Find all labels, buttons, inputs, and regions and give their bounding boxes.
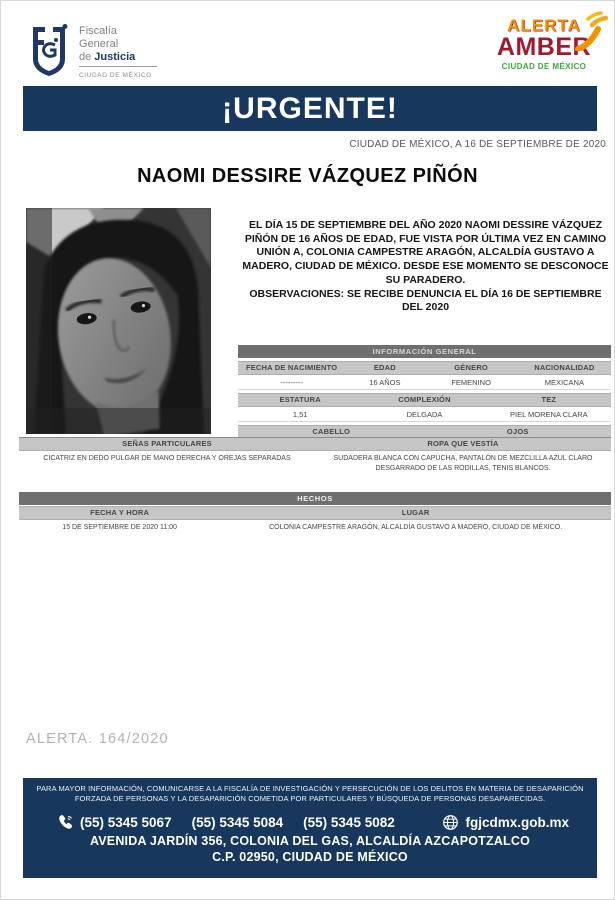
facts-header-row <box>19 506 611 520</box>
header-ropa-que-vestia: ROPA QUE VESTÍA <box>427 439 499 448</box>
header-genero: GÉNERO <box>454 363 488 372</box>
phone-number: (55) 5345 5082 <box>303 815 395 830</box>
fgj-line1: Fiscalía <box>79 25 117 37</box>
facts-section <box>19 492 611 535</box>
phone-group <box>57 814 409 831</box>
header-lugar: LUGAR <box>401 508 430 517</box>
fgj-line2: General <box>79 38 119 50</box>
value-estatura: 1,51 <box>292 410 308 419</box>
header-complexion: COMPLEXIÓN <box>398 395 451 404</box>
portrait-illustration <box>26 208 211 434</box>
value-complexion: DELGADA <box>406 410 443 419</box>
distinguishing-marks-section <box>19 437 611 475</box>
header-fecha-y-hora: FECHA Y HORA <box>90 508 150 517</box>
amber-logo-line1: ALERTA <box>507 16 581 35</box>
header-estatura: ESTATURA <box>279 395 321 404</box>
header-senas-particulares: SEÑAS PARTICULARES <box>122 439 212 448</box>
facts-title: HECHOS <box>19 492 611 505</box>
header-edad: EDAD <box>373 363 396 372</box>
missing-person-photo <box>26 208 211 434</box>
table-header-row <box>238 393 611 407</box>
fgj-logo-text <box>79 23 157 82</box>
phone-icon <box>57 814 74 831</box>
senas-value-row <box>19 451 611 475</box>
table-header-row <box>238 361 611 375</box>
fgj-line3: de Justicia <box>79 51 136 63</box>
website-group <box>442 814 569 831</box>
footer <box>23 778 597 878</box>
value-genero: FEMENINO <box>451 378 491 387</box>
amber-swoosh-icon <box>574 11 608 51</box>
phone-number: (55) 5345 5084 <box>191 815 284 830</box>
website-url: fgjcdmx.gob.mx <box>465 815 569 830</box>
fgj-subtitle: CIUDAD DE MÉXICO <box>79 72 152 79</box>
amber-logo-line3: CIUDAD DE MÉXICO <box>501 62 587 71</box>
fgj-logo <box>27 23 157 82</box>
table-value-row <box>238 407 611 422</box>
header-ojos: OJOS <box>506 427 529 436</box>
header-tez: TEZ <box>541 395 557 404</box>
value-lugar: COLONIA CAMPESTRE ARAGÓN, ALCALDÍA GUSTAVO A MADERO, CIUDAD DE MÉXICO. <box>269 524 563 531</box>
observations-text: OBSERVACIONES: SE RECIBE DENUNCIA EL DÍA 16 DE SEPTIEMBRE DEL 2020 <box>249 287 602 314</box>
facts-value-row <box>19 520 611 535</box>
senas-header-row <box>19 437 611 451</box>
address-line1: AVENIDA JARDÍN 356, COLONIA DEL GAS, ALCALDÍA AZCAPOTZALCO <box>89 834 531 848</box>
address-line2: C.P. 02950, CIUDAD DE MÉXICO <box>212 850 408 864</box>
description-text: EL DÍA 15 DE SEPTIEMBRE DEL AÑO 2020 NAOMI DESSIRE VÁZQUEZ PIÑÓN DE 16 AÑOS DE EDAD, FUE VISTA POR ÚLTIMA VEZ EN CAMINO UNIÓN A, COLONIA CAMPESTRE ARAGÓN, ALCALDÍA GUSTAVO A MADERO, CIUDAD DE MÉXICO. DESDE ESE MOMENTO SE DESCONOCE SU PARADERO. <box>242 219 609 286</box>
urgent-banner: ¡URGENTE! <box>23 86 597 131</box>
description-block <box>240 219 611 315</box>
footer-info-text: PARA MAYOR INFORMACIÓN, COMUNICARSE A LA FISCALÍA DE INVESTIGACIÓN Y PERSECUCIÓN DE LOS DELITOS EN MATERIA DE DESAPARICIÓN FORZADA DE PERSONAS Y LA DESAPARICIÓN COMETIDA POR PARTICULARES Y BÚSQUEDA DE PERSONAS DESAPARECIDAS. <box>36 784 584 803</box>
missing-person-name: NAOMI DESSIRE VÁZQUEZ PIÑÓN <box>137 165 478 187</box>
address-block <box>23 833 597 865</box>
dateline: CIUDAD DE MÉXICO, A 16 DE SEPTIEMBRE DE 2020 <box>349 139 606 150</box>
value-senas-particulares: CICATRIZ EN DEDO PULGAR DE MANO DERECHA Y OREJAS SEPARADAS <box>43 455 291 462</box>
value-edad: 16 AÑOS <box>369 378 401 387</box>
contact-row <box>57 814 569 831</box>
header-cabello: CABELLO <box>312 427 351 436</box>
amber-logo-line2: AMBER <box>496 33 592 61</box>
fgj-shield-icon <box>27 23 71 79</box>
value-fecha-nacimiento: --------- <box>280 378 303 387</box>
value-tez: PIEL MORENA CLARA <box>509 410 588 419</box>
alerta-amber-logo <box>484 17 604 71</box>
value-fecha-y-hora: 15 DE SEPTIEMBRE DE 2020 11:00 <box>62 524 177 531</box>
phone-number: (55) 5345 5067 <box>80 815 172 830</box>
value-nacionalidad: MEXICANA <box>544 378 584 387</box>
table-value-row <box>238 375 611 390</box>
fgj-divider <box>79 66 157 67</box>
header-nacionalidad: NACIONALIDAD <box>534 363 595 372</box>
globe-icon <box>442 814 459 831</box>
alert-number: ALERTA. 164/2020 <box>26 731 169 747</box>
value-ropa-que-vestia: SUDADERA BLANCA CON CAPUCHA, PANTALÓN DE MEZCLILLA AZUL CLARO DESGARRADO DE LAS RODILLAS, TENIS BLANCOS. <box>333 455 593 472</box>
general-info-title: INFORMACIÓN GENERAL <box>238 345 611 358</box>
header-fecha-nacimiento: FECHA DE NACIMIENTO <box>245 363 338 372</box>
